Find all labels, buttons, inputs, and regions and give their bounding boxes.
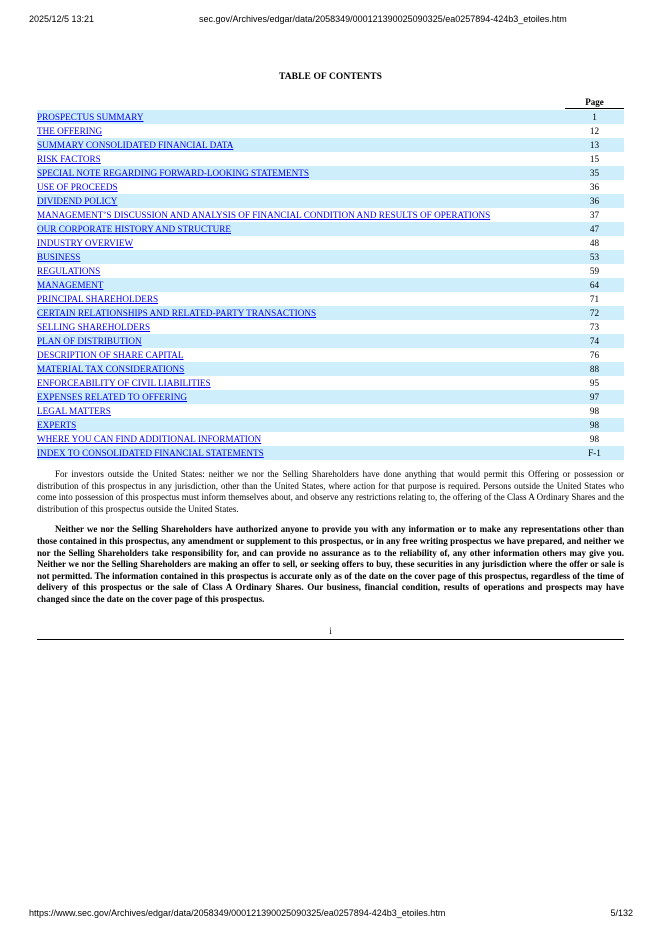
toc-entry-cell (37, 250, 565, 264)
toc-entry-cell (37, 166, 565, 180)
toc-page-number: 48 (589, 238, 600, 248)
toc-entry-link[interactable]: ENFORCEABILITY OF CIVIL LIABILITIES (37, 378, 211, 388)
toc-page-number: 13 (565, 138, 624, 152)
toc-entry-link[interactable]: LEGAL MATTERS (37, 406, 111, 416)
toc-header-row (37, 96, 624, 110)
toc-entry-cell (37, 278, 565, 292)
toc-page-number: 97 (565, 390, 624, 404)
toc-entry-cell (37, 194, 565, 208)
toc-entry-cell (37, 432, 565, 446)
toc-entry-cell (37, 138, 565, 152)
toc-entry-link[interactable]: CERTAIN RELATIONSHIPS AND RELATED-PARTY TRANSACTIONS (37, 308, 317, 318)
toc-row (37, 376, 624, 390)
toc-entry-cell (37, 404, 565, 418)
toc-page-number: 35 (565, 166, 624, 180)
toc-entry-link[interactable]: MATERIAL TAX CONSIDERATIONS (37, 364, 185, 374)
toc-row (37, 222, 624, 236)
page-number: i (329, 625, 332, 636)
print-page-title: sec.gov/Archives/edgar/data/2058349/000121390025090325/ea0257894-424b3_etoiles.htm (199, 14, 567, 24)
document-body (37, 71, 624, 640)
print-datetime: 2025/12/5 13:21 (29, 14, 95, 24)
toc-page-number: 36 (565, 194, 624, 208)
toc-page-number: 64 (565, 278, 624, 292)
toc-entry-cell (37, 110, 565, 124)
toc-entry-link[interactable]: INDUSTRY OVERVIEW (37, 238, 134, 248)
toc-row (37, 334, 624, 348)
toc-entry-cell (37, 264, 565, 278)
toc-row (37, 180, 624, 194)
toc-entry-link[interactable]: PRINCIPAL SHAREHOLDERS (37, 294, 159, 304)
toc-entry-link[interactable]: EXPENSES RELATED TO OFFERING (37, 392, 187, 402)
toc-row (37, 138, 624, 152)
toc-entry-cell (37, 222, 565, 236)
toc-entry-link[interactable]: SUMMARY CONSOLIDATED FINANCIAL DATA (37, 140, 234, 150)
toc-row (37, 124, 624, 138)
print-footer-url: https://www.sec.gov/Archives/edgar/data/2058349/000121390025090325/ea0257894-424b3_etoiles.htm (29, 908, 446, 918)
toc-entry-cell (37, 124, 565, 138)
toc-entry-cell (37, 446, 565, 460)
toc-entry-link[interactable]: DIVIDEND POLICY (37, 196, 118, 206)
print-page-count: 5/132 (610, 908, 633, 918)
toc-entry-link[interactable]: SELLING SHAREHOLDERS (37, 322, 151, 332)
toc-entry-cell (37, 348, 565, 362)
toc-entry-cell (37, 320, 565, 334)
no-authorization-paragraph: Neither we nor the Selling Shareholders have authorized anyone to provide you with any information or to make any representations other than those contained in this prospectus, any amendment or supplement to this prospectus, or in any free writing prospectus we have prepared, and neither we nor the Selling Shareholders take responsibility for, and can provide no assurance as to the reliability of, any other information others may give you. Neither we nor the Selling Shareholders are making an offer to sell, or seeking offers to buy, these securities in any jurisdiction where the offer or sale is not permitted. The information contained in this prospectus is accurate only as of the date on the cover page of this prospectus, regardless of the time of delivery of this prospectus or the sale of Class A Ordinary Shares. Our business, financial condition, results of operations and prospects may have changed since the date on the cover page of this prospectus. (37, 524, 624, 604)
toc-entry-cell (37, 362, 565, 376)
toc-entry-link[interactable]: USE OF PROCEEDS (37, 182, 118, 192)
toc-entry-cell (37, 306, 565, 320)
toc-entry-cell (37, 376, 565, 390)
toc-entry-cell (37, 236, 565, 250)
toc-entry-cell (37, 180, 565, 194)
toc-entry-cell (37, 208, 565, 222)
browser-print-header (29, 14, 633, 28)
toc-page-number: F-1 (565, 446, 624, 460)
toc-entry-cell (37, 390, 565, 404)
page-column-header: Page (565, 96, 624, 109)
toc-entry-cell (37, 152, 565, 166)
toc-row (37, 320, 624, 334)
browser-print-footer (29, 908, 633, 922)
toc-entry-cell (37, 418, 565, 432)
toc-row (37, 152, 624, 166)
toc-page-number: 98 (589, 406, 600, 416)
toc-page-number: 36 (589, 182, 600, 192)
toc-page-number: 76 (589, 350, 600, 360)
toc-row (37, 194, 624, 208)
toc-entry-link[interactable]: MANAGEMENT’S DISCUSSION AND ANALYSIS OF FINANCIAL CONDITION AND RESULTS OF OPERATIONS (37, 210, 491, 220)
toc-entry-link[interactable]: THE OFFERING (37, 126, 103, 136)
toc-entry-link[interactable]: PLAN OF DISTRIBUTION (37, 336, 142, 346)
toc-page-number: 98 (565, 418, 624, 432)
toc-page-number: 73 (589, 322, 600, 332)
toc-page-number: 1 (565, 110, 624, 124)
toc-row (37, 208, 624, 222)
toc-row (37, 110, 624, 124)
toc-page-number: 98 (589, 434, 600, 444)
toc-page-number: 74 (565, 334, 624, 348)
toc-entry-link[interactable]: REGULATIONS (37, 266, 101, 276)
toc-page-number: 53 (565, 250, 624, 264)
toc-page-number: 88 (565, 362, 624, 376)
toc-row (37, 264, 624, 278)
toc-entry-link[interactable]: OUR CORPORATE HISTORY AND STRUCTURE (37, 224, 231, 234)
toc-entry-link[interactable]: BUSINESS (37, 252, 81, 262)
toc-row (37, 404, 624, 418)
toc-page-number: 37 (589, 210, 600, 220)
toc-page-number: 47 (565, 222, 624, 236)
toc-page-number: 15 (589, 154, 600, 164)
toc-entry-link[interactable]: EXPERTS (37, 420, 77, 430)
toc-row (37, 348, 624, 362)
toc-page-number: 59 (589, 266, 600, 276)
toc-entry-cell (37, 292, 565, 306)
toc-row (37, 166, 624, 180)
toc-entry-link[interactable]: DESCRIPTION OF SHARE CAPITAL (37, 350, 184, 360)
page-divider (37, 639, 624, 640)
toc-table (37, 110, 624, 460)
toc-row (37, 418, 624, 432)
toc-row (37, 292, 624, 306)
toc-row (37, 250, 624, 264)
toc-row (37, 446, 624, 460)
toc-entry-link[interactable]: PROSPECTUS SUMMARY (37, 112, 144, 122)
investors-outside-us-paragraph: For investors outside the United States: neither we nor the Selling Shareholders have done anything that would permit this Offering or possession or distribution of this prospectus in any jurisdiction, other than the United States, where action for that purpose is required. Persons outside the United States who come into possession of this prospectus must inform themselves about, and observe any restrictions relating to, the offering of the Class A Ordinary Shares and the distribution of this prospectus outside the United States. (37, 469, 624, 514)
toc-row (37, 432, 624, 446)
toc-entry-link[interactable]: RISK FACTORS (37, 154, 101, 164)
toc-row (37, 306, 624, 320)
toc-entry-link[interactable]: WHERE YOU CAN FIND ADDITIONAL INFORMATION (37, 434, 262, 444)
toc-entry-cell (37, 334, 565, 348)
toc-page-number: 71 (589, 294, 600, 304)
toc-title: TABLE OF CONTENTS (278, 72, 383, 82)
toc-entry-link[interactable]: MANAGEMENT (37, 280, 104, 290)
toc-page-number: 72 (565, 306, 624, 320)
toc-row (37, 278, 624, 292)
toc-row (37, 362, 624, 376)
toc-row (37, 236, 624, 250)
toc-page-number: 95 (589, 378, 600, 388)
toc-entry-link[interactable]: INDEX TO CONSOLIDATED FINANCIAL STATEMENTS (37, 448, 264, 458)
toc-entry-link[interactable]: SPECIAL NOTE REGARDING FORWARD-LOOKING STATEMENTS (37, 168, 309, 178)
toc-page-number: 12 (589, 126, 600, 136)
toc-row (37, 390, 624, 404)
